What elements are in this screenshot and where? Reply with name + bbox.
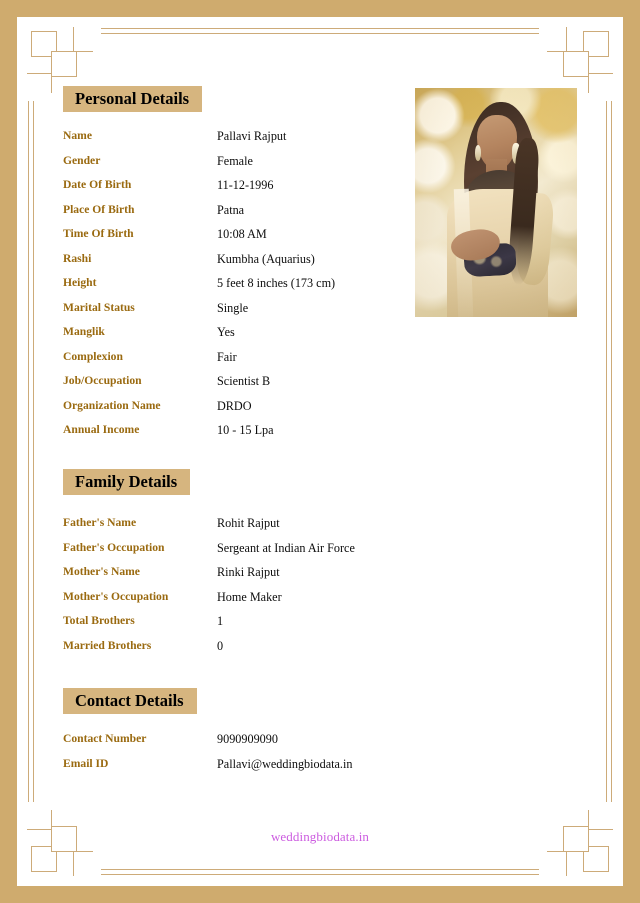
detail-label: Married Brothers [63, 638, 152, 652]
detail-value: Scientist B [217, 374, 271, 388]
section-heading-contact-details: Contact Details [63, 688, 197, 714]
detail-label: Father's Occupation [63, 540, 165, 554]
detail-value: Home Maker [217, 589, 282, 604]
detail-value: Rinki Rajput [217, 565, 280, 579]
detail-value: 9090909090 [217, 732, 278, 746]
detail-label: Manglik [63, 325, 105, 338]
detail-value: 1 [217, 614, 224, 628]
detail-label: Organization Name [63, 398, 161, 412]
detail-value: Single [217, 300, 249, 315]
section-heading-family-details: Family Details [63, 469, 190, 495]
detail-value: Fair [217, 349, 237, 364]
detail-value: Female [217, 153, 253, 168]
detail-label: Complexion [63, 349, 123, 363]
detail-value: Patna [217, 202, 245, 217]
document-content [17, 17, 623, 886]
detail-label: Annual Income [63, 423, 140, 436]
detail-label: Place Of Birth [63, 202, 135, 216]
detail-value: 10 - 15 Lpa [217, 423, 274, 437]
detail-value: 11-12-1996 [217, 178, 274, 192]
detail-label: Contact Number [63, 732, 147, 745]
detail-label: Father's Name [63, 516, 137, 529]
detail-label: Job/Occupation [63, 374, 142, 387]
detail-label: Gender [63, 153, 101, 167]
detail-value: 0 [217, 638, 224, 653]
detail-value: Pallavi@weddingbiodata.in [217, 756, 353, 771]
detail-value: Rohit Rajput [217, 516, 280, 530]
section-heading-personal-details: Personal Details [63, 86, 202, 112]
detail-label: Total Brothers [63, 614, 135, 627]
detail-label: Height [63, 276, 97, 289]
page-inner [17, 17, 623, 886]
detail-value: 10:08 AM [217, 227, 267, 241]
detail-value: DRDO [217, 398, 252, 413]
detail-label: Marital Status [63, 300, 135, 314]
detail-label: Email ID [63, 756, 109, 770]
detail-label: Mother's Occupation [63, 589, 169, 603]
detail-label: Name [63, 129, 92, 142]
detail-label: Time Of Birth [63, 227, 134, 240]
photo-vignette [415, 88, 577, 317]
detail-label: Rashi [63, 251, 92, 265]
detail-label: Mother's Name [63, 565, 140, 578]
detail-value: Pallavi Rajput [217, 129, 287, 143]
detail-value: Kumbha (Aquarius) [217, 251, 315, 266]
detail-value: 5 feet 8 inches (173 cm) [217, 276, 336, 290]
portrait-photo [415, 88, 577, 317]
detail-label: Date Of Birth [63, 178, 132, 191]
detail-value: Yes [217, 325, 235, 339]
footer-watermark: weddingbiodata.in [270, 829, 370, 844]
detail-value: Sergeant at Indian Air Force [217, 540, 355, 555]
